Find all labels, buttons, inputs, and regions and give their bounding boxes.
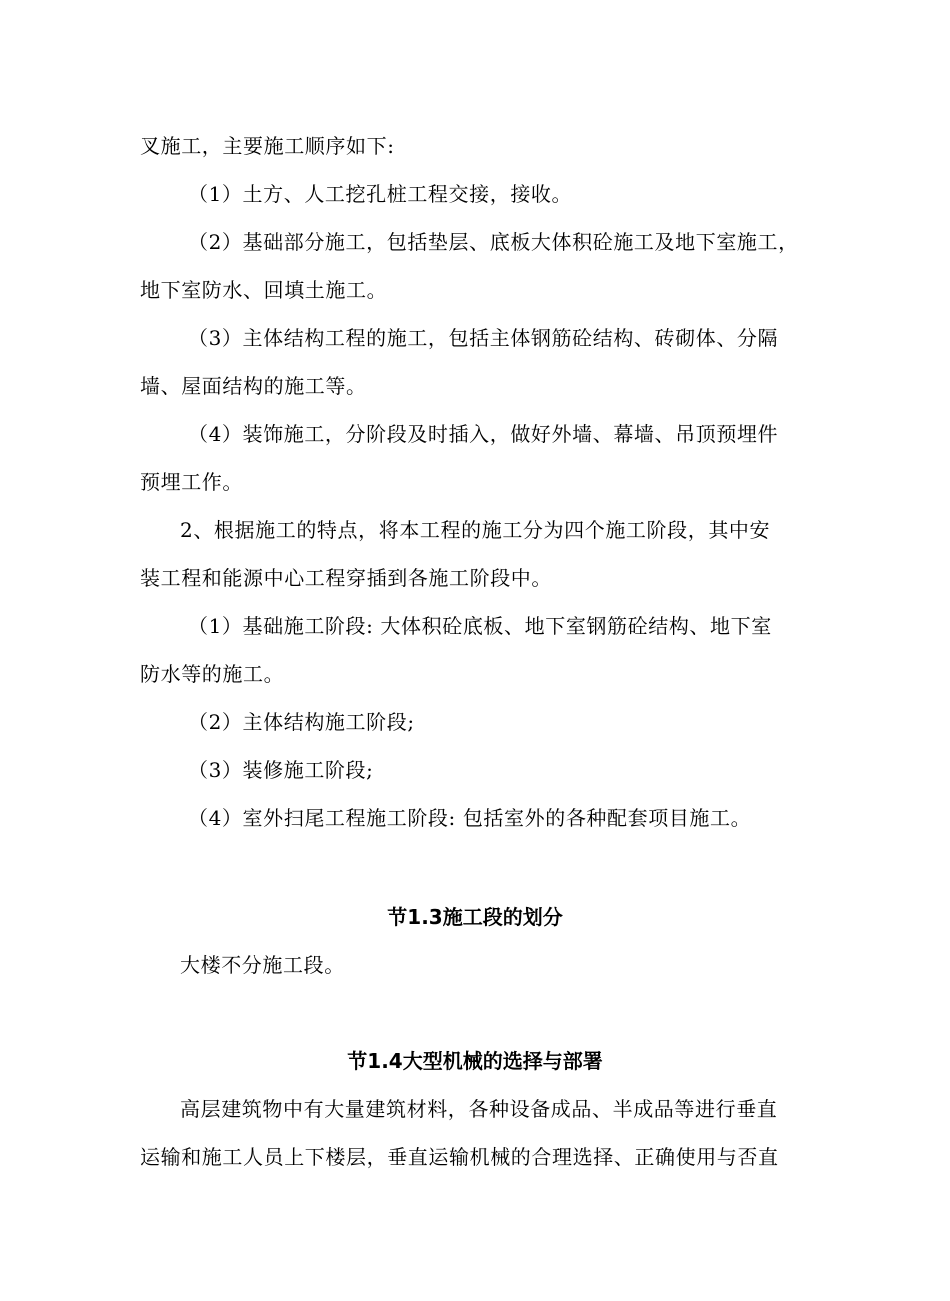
paragraph-line: 防水等的施工。 <box>140 662 285 686</box>
paragraph-line: 预埋工作。 <box>140 470 243 494</box>
paragraph-line: 叉施工，主要施工顺序如下: <box>140 134 395 158</box>
list-item-line: （1）土方、人工挖孔桩工程交接，接收。 <box>188 182 573 206</box>
paragraph-line: 墙、屋面结构的施工等。 <box>140 374 367 398</box>
list-item-line: （3）装修施工阶段; <box>188 758 374 782</box>
paragraph-line: 2、根据施工的特点，将本工程的施工分为四个施工阶段，其中安 <box>180 518 771 542</box>
list-item-line: （4）室外扫尾工程施工阶段: 包括室外的各种配套项目施工。 <box>188 806 752 830</box>
section-1-4-line: 运输和施工人员上下楼层，垂直运输机械的合理选择、正确使用与否直 <box>140 1145 779 1169</box>
paragraph-line: 装工程和能源中心工程穿插到各施工阶段中。 <box>140 566 552 590</box>
list-item-line: （1）基础施工阶段: 大体积砼底板、地下室钢筋砼结构、地下室 <box>188 614 772 638</box>
section-1-4-line: 高层建筑物中有大量建筑材料，各种设备成品、半成品等进行垂直 <box>180 1097 778 1121</box>
paragraph-line: 地下室防水、回填土施工。 <box>140 278 388 302</box>
list-item-line: （4）装饰施工，分阶段及时插入，做好外墙、幕墙、吊顶预埋件 <box>188 422 779 446</box>
list-item-line: （2）基础部分施工，包括垫层、底板大体积砼施工及地下室施工， <box>188 230 799 254</box>
list-item-line: （3）主体结构工程的施工，包括主体钢筋砼结构、砖砌体、分隔 <box>188 326 779 350</box>
section-heading-1-4: 节1.4大型机械的选择与部署 <box>347 1049 603 1073</box>
list-item-line: （2）主体结构施工阶段; <box>188 710 415 734</box>
section-heading-1-3: 节1.3施工段的划分 <box>387 905 563 929</box>
section-1-3-body: 大楼不分施工段。 <box>180 953 345 977</box>
